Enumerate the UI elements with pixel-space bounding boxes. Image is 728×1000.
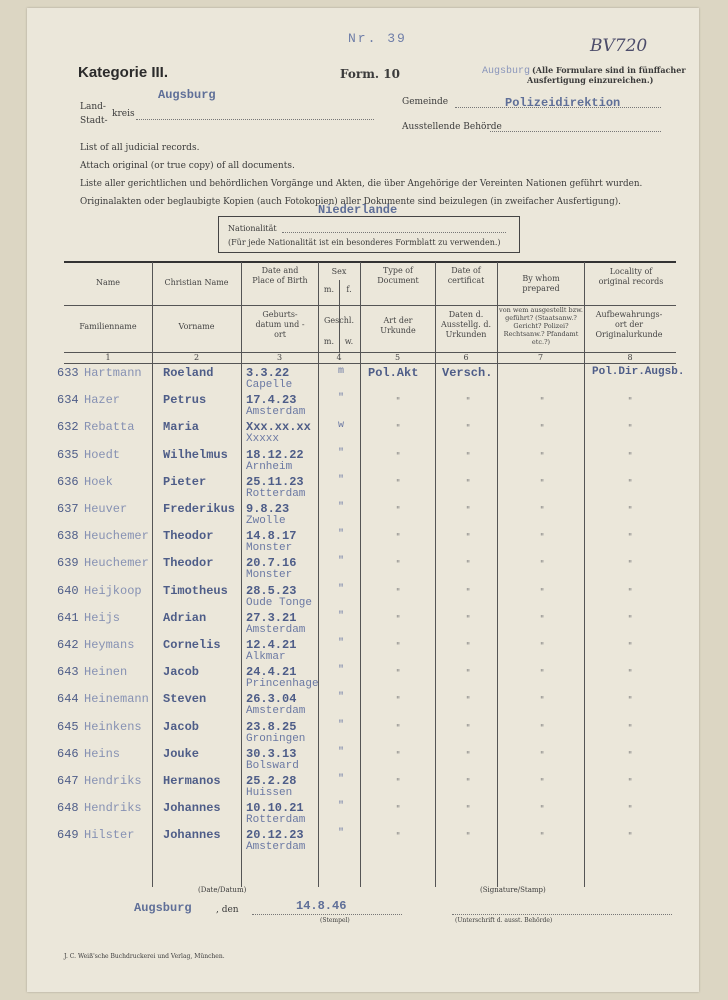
- copies-note-2: Ausfertigung einzureichen.): [527, 75, 654, 85]
- col-num-1: 1: [105, 353, 111, 362]
- ditto-mark: ": [628, 832, 633, 843]
- col-type-de: Art der Urkunde: [380, 316, 416, 335]
- row-sex: ": [338, 556, 345, 568]
- col-sex-de: Geschl.: [324, 316, 354, 325]
- ditto-mark: ": [628, 533, 633, 544]
- handwritten-code: BV720: [590, 36, 648, 56]
- col-num-6: 6: [463, 353, 469, 362]
- row-sex: ": [338, 447, 345, 459]
- ditto-mark: ": [540, 805, 545, 816]
- ditto-mark: ": [540, 478, 545, 489]
- row-number: 644: [57, 692, 79, 707]
- col-date-en: Date of certificat: [447, 266, 485, 285]
- table-row: [0, 529, 728, 556]
- table-row: [0, 448, 728, 475]
- row-family-name: Heinemann: [84, 692, 149, 707]
- row-birth-place: Capelle: [246, 379, 293, 391]
- ditto-mark: ": [466, 750, 471, 761]
- row-sex: ": [338, 801, 345, 813]
- ditto-mark: ": [396, 696, 401, 707]
- row-first-name: Johannes: [163, 801, 221, 816]
- col-num-2: 2: [193, 353, 200, 362]
- table-row: [0, 420, 728, 447]
- row-family-name: Heijs: [84, 610, 121, 625]
- row-sex: ": [338, 828, 345, 840]
- row-number: 643: [57, 665, 79, 680]
- row-birth-place: Monster: [246, 542, 293, 555]
- footer-place: Augsburg: [134, 901, 192, 915]
- table-row: [0, 366, 728, 393]
- kreis-value: Augsburg: [158, 88, 216, 102]
- land-label: Land-: [80, 102, 106, 112]
- row-first-name: Adrian: [163, 610, 207, 625]
- row-sex: ": [338, 746, 345, 758]
- row-birth-place: Zwolle: [246, 515, 286, 527]
- row-birth-place: Oude Tonge: [246, 596, 313, 609]
- row-sex: w: [338, 420, 345, 432]
- row-birth-place: Bolsward: [246, 759, 299, 772]
- ditto-mark: ": [396, 642, 401, 652]
- ditto-mark: ": [628, 614, 633, 625]
- table-row: [0, 475, 728, 502]
- row-birth-date: 25.11.23: [246, 474, 304, 489]
- row-birth-date: 3.3.22: [246, 366, 290, 380]
- ditto-mark: ": [396, 805, 401, 816]
- row-number: 634: [57, 393, 79, 408]
- row-family-name: Heinen: [84, 665, 128, 680]
- row-family-name: Heinkens: [84, 719, 142, 734]
- ditto-mark: ": [466, 805, 471, 816]
- row-sex: ": [338, 665, 345, 677]
- col-sex-de-w: w.: [344, 337, 354, 346]
- row-family-name: Heuchemer: [84, 529, 149, 544]
- col-num-3: 3: [276, 353, 283, 362]
- row-birth-date: 28.5.23: [246, 583, 297, 598]
- ditto-mark: ": [396, 723, 401, 734]
- first-doc-type: Pol.Akt: [368, 366, 419, 380]
- row-sex: ": [338, 774, 345, 785]
- stamp-number: Nr. 39: [348, 31, 407, 46]
- nationality-box: [218, 216, 520, 253]
- ditto-mark: ": [540, 533, 545, 544]
- row-first-name: Hermanos: [163, 774, 221, 788]
- col-sex-f: f.: [346, 285, 352, 294]
- ditto-mark: ": [540, 696, 545, 707]
- ditto-mark: ": [628, 642, 633, 652]
- col-sex-de-m: m.: [323, 337, 335, 346]
- category-title: Kategorie III.: [78, 64, 169, 81]
- ditto-mark: ": [396, 778, 401, 788]
- row-birth-date: 10.10.21: [246, 801, 304, 816]
- row-number: 633: [57, 366, 79, 380]
- first-doc-date: Versch.: [442, 366, 493, 380]
- row-birth-place: Xxxxx: [246, 433, 280, 446]
- ditto-mark: ": [466, 614, 471, 625]
- kreis-label: kreis: [112, 109, 135, 119]
- row-number: 648: [57, 801, 79, 816]
- col-type-en: Type of Document: [377, 266, 419, 285]
- row-birth-date: 26.3.04: [246, 692, 297, 707]
- col-christian-en: Christian Name: [164, 278, 229, 287]
- row-sex: ": [338, 529, 345, 541]
- ditto-mark: ": [628, 451, 633, 462]
- ditto-mark: ": [628, 778, 633, 788]
- row-number: 637: [57, 502, 79, 516]
- footer-stempel: (Stempel): [320, 917, 350, 924]
- ditto-mark: ": [628, 506, 633, 516]
- ditto-mark: ": [466, 560, 471, 571]
- col-num-8: 8: [627, 353, 633, 362]
- ditto-mark: ": [466, 397, 471, 408]
- row-family-name: Hoedt: [84, 447, 121, 462]
- ditto-mark: ": [628, 750, 633, 761]
- col-whom-en: By whom prepared: [522, 274, 560, 293]
- ditto-mark: ": [540, 750, 545, 761]
- row-birth-place: Amsterdam: [246, 841, 306, 854]
- ditto-mark: ": [540, 642, 545, 652]
- row-birth-place: Arnheim: [246, 460, 293, 473]
- row-first-name: Maria: [163, 420, 200, 435]
- table-row: [0, 556, 728, 583]
- row-family-name: Hendriks: [84, 801, 142, 816]
- ditto-mark: ": [628, 723, 633, 734]
- col-name-de: Familienname: [79, 322, 137, 331]
- footer-den: , den: [216, 905, 239, 915]
- footer-unterschrift: (Unterschrift d. ausst. Behörde): [455, 917, 553, 924]
- ditto-mark: ": [540, 560, 545, 571]
- footer-signature-label: (Signature/Stamp): [480, 886, 546, 894]
- table-row: [0, 502, 728, 529]
- ditto-mark: ": [466, 832, 471, 843]
- ditto-mark: ": [628, 696, 633, 707]
- ditto-mark: ": [540, 669, 545, 680]
- ditto-mark: ": [396, 506, 401, 516]
- row-first-name: Pieter: [163, 474, 207, 489]
- row-number: 638: [57, 529, 79, 544]
- row-family-name: Hoek: [84, 474, 113, 489]
- table-row: [0, 692, 728, 719]
- row-number: 636: [57, 474, 79, 489]
- col-num-4: 4: [336, 353, 342, 362]
- ditto-mark: ": [466, 723, 471, 734]
- row-first-name: Jacob: [163, 665, 200, 680]
- instruction-4: Originalakten oder beglaubigte Kopien (auch Fotokopien) aller Dokumente sind beizulegen (in zweifacher Ausfertigung).: [80, 197, 621, 207]
- col-birth-de: Geburts- datum und -ort: [255, 310, 305, 339]
- ditto-mark: ": [396, 669, 401, 680]
- row-birth-place: Amsterdam: [246, 623, 306, 636]
- ditto-mark: ": [466, 778, 471, 788]
- col-num-7: 7: [537, 353, 544, 362]
- ditto-mark: ": [466, 478, 471, 489]
- row-first-name: Timotheus: [163, 583, 228, 598]
- row-family-name: Heymans: [84, 638, 135, 652]
- table-row: [0, 393, 728, 420]
- row-sex: ": [338, 502, 345, 513]
- row-sex: ": [338, 393, 345, 405]
- instruction-3: Liste aller gerichtlichen und behördlichen Vorgänge und Akten, die über Angehörige der Vereinten Nationen geführt wurden.: [80, 179, 643, 189]
- row-first-name: Steven: [163, 692, 207, 707]
- row-birth-date: 20.12.23: [246, 828, 304, 843]
- ditto-mark: ": [628, 478, 633, 489]
- table-row: [0, 747, 728, 774]
- ditto-mark: ": [396, 750, 401, 761]
- table-row: [0, 720, 728, 747]
- ditto-mark: ": [466, 533, 471, 544]
- ditto-mark: ": [628, 587, 633, 598]
- ditto-mark: ": [396, 560, 401, 571]
- row-first-name: Theodor: [163, 556, 214, 571]
- row-birth-date: Xxx.xx.xx: [246, 420, 311, 435]
- row-number: 646: [57, 746, 79, 761]
- ditto-mark: ": [466, 424, 471, 435]
- row-birth-date: 18.12.22: [246, 447, 304, 462]
- row-sex: ": [338, 692, 345, 704]
- row-first-name: Cornelis: [163, 638, 221, 652]
- row-birth-place: Huissen: [246, 787, 293, 799]
- row-birth-place: Monster: [246, 569, 293, 582]
- ditto-mark: ": [628, 397, 633, 408]
- row-birth-date: 30.3.13: [246, 746, 297, 761]
- ditto-mark: ": [396, 424, 401, 435]
- row-family-name: Heuver: [84, 502, 128, 516]
- ditto-mark: ": [628, 424, 633, 435]
- row-sex: ": [338, 719, 345, 731]
- ditto-mark: ": [540, 723, 545, 734]
- row-number: 632: [57, 420, 79, 435]
- row-first-name: Jouke: [163, 746, 200, 761]
- ditto-mark: ": [628, 560, 633, 571]
- col-name-en: Name: [95, 278, 121, 287]
- row-first-name: Petrus: [163, 393, 207, 408]
- row-sex: m: [338, 366, 345, 377]
- row-first-name: Johannes: [163, 828, 221, 843]
- row-number: 649: [57, 828, 79, 843]
- nationality-note: (Für jede Nationalität ist ein besonderes Formblatt zu verwenden.): [228, 238, 501, 247]
- behoerde-label: Ausstellende Behörde: [402, 122, 502, 132]
- footer-date-label: (Date/Datum): [198, 886, 247, 894]
- row-family-name: Hilster: [84, 828, 135, 843]
- row-birth-place: Amsterdam: [246, 406, 306, 419]
- table-row: [0, 665, 728, 692]
- row-sex: ": [338, 610, 345, 622]
- ditto-mark: ": [466, 506, 471, 516]
- row-birth-place: Amsterdam: [246, 705, 306, 718]
- ditto-mark: ": [540, 832, 545, 843]
- ditto-mark: ": [396, 397, 401, 408]
- row-birth-date: 23.8.25: [246, 719, 297, 734]
- ditto-mark: ": [396, 587, 401, 598]
- row-first-name: Jacob: [163, 719, 200, 734]
- row-birth-date: 25.2.28: [246, 774, 297, 788]
- row-first-name: Theodor: [163, 529, 214, 544]
- nationality-value: Niederlande: [318, 203, 398, 217]
- row-birth-place: Groningen: [246, 732, 306, 745]
- row-number: 647: [57, 774, 79, 788]
- row-family-name: Heins: [84, 746, 121, 761]
- row-number: 635: [57, 447, 79, 462]
- col-sex-en: Sex: [331, 267, 347, 276]
- gemeinde-value: Polizeidirektion: [505, 96, 621, 110]
- row-number: 642: [57, 638, 79, 652]
- row-birth-date: 20.7.16: [246, 556, 297, 571]
- ditto-mark: ": [396, 451, 401, 462]
- row-number: 645: [57, 719, 79, 734]
- ditto-mark: ": [466, 587, 471, 598]
- ditto-mark: ": [540, 451, 545, 462]
- footer-date: 14.8.46: [296, 899, 347, 913]
- table-row: [0, 801, 728, 828]
- row-first-name: Wilhelmus: [163, 447, 228, 462]
- ditto-mark: ": [540, 424, 545, 435]
- row-family-name: Rebatta: [84, 420, 135, 435]
- row-birth-place: Rotterdam: [246, 487, 306, 500]
- instruction-2: Attach original (or true copy) of all documents.: [80, 161, 295, 171]
- row-birth-date: 9.8.23: [246, 502, 290, 516]
- ditto-mark: ": [466, 642, 471, 652]
- row-number: 639: [57, 556, 79, 571]
- col-date-de: Daten d. Ausstellg. d. Urkunden: [440, 310, 492, 339]
- row-birth-date: 12.4.21: [246, 638, 297, 652]
- table-row: [0, 611, 728, 638]
- col-num-5: 5: [394, 353, 401, 362]
- ditto-mark: ": [466, 696, 471, 707]
- nationality-label: Nationalität: [228, 224, 277, 233]
- ditto-mark: ": [396, 614, 401, 625]
- instruction-1: List of all judicial records.: [80, 143, 200, 153]
- col-locality-en: Locality of original records: [598, 267, 664, 286]
- table-row: [0, 828, 728, 855]
- ditto-mark: ": [466, 451, 471, 462]
- ditto-mark: ": [540, 614, 545, 625]
- row-family-name: Hendriks: [84, 774, 142, 788]
- ditto-mark: ": [396, 832, 401, 843]
- col-christian-de: Vorname: [178, 322, 215, 331]
- row-number: 641: [57, 610, 79, 625]
- row-birth-date: 27.3.21: [246, 610, 297, 625]
- row-family-name: Hazer: [84, 393, 121, 408]
- ditto-mark: ": [540, 397, 545, 408]
- row-birth-date: 17.4.23: [246, 393, 297, 408]
- ditto-mark: ": [540, 506, 545, 516]
- row-family-name: Hartmann: [84, 366, 142, 380]
- form-number: Form. 10: [340, 67, 400, 81]
- first-doc-locality: Pol.Dir.Augsb.: [592, 366, 685, 378]
- stadt-label: Stadt-: [80, 116, 108, 126]
- row-birth-place: Rotterdam: [246, 814, 306, 827]
- col-birth-en: Date and Place of Birth: [252, 266, 308, 285]
- table-row: [0, 638, 728, 665]
- ditto-mark: ": [628, 805, 633, 816]
- row-first-name: Roeland: [163, 366, 214, 380]
- row-first-name: Frederikus: [163, 502, 236, 516]
- row-sex: ": [338, 474, 345, 486]
- ditto-mark: ": [396, 533, 401, 544]
- ditto-mark: ": [540, 587, 545, 598]
- col-whom-de: von wem ausgestellt bzw. geführt? (Staatsanw.? Gericht? Polizei? Rechtsanw.? Pfandamt etc.?): [499, 306, 583, 346]
- ditto-mark: ": [540, 778, 545, 788]
- table-row: [0, 774, 728, 801]
- overtyped-note: Augsburg: [482, 66, 531, 77]
- ditto-mark: ": [628, 669, 633, 680]
- row-number: 640: [57, 583, 79, 598]
- row-sex: ": [338, 638, 345, 649]
- gemeinde-label: Gemeinde: [402, 97, 449, 107]
- ditto-mark: ": [396, 478, 401, 489]
- row-birth-place: Alkmar: [246, 651, 286, 663]
- row-sex: ": [338, 583, 345, 595]
- footer-printer: J. C. Weiß'sche Buchdruckerei und Verlag, München.: [64, 953, 225, 960]
- table-row: [0, 584, 728, 611]
- copies-note-1: (Alle Formulare sind in fünffacher: [532, 65, 686, 75]
- ditto-mark: ": [466, 669, 471, 680]
- col-locality-de: Aufbewahrungs- ort der Originalurkunde: [595, 310, 663, 339]
- row-family-name: Heuchemer: [84, 556, 149, 571]
- row-birth-date: 14.8.17: [246, 529, 297, 544]
- col-sex-m: m.: [323, 285, 335, 294]
- row-birth-date: 24.4.21: [246, 665, 297, 680]
- row-birth-place: Princenhage: [246, 678, 319, 691]
- row-family-name: Heijkoop: [84, 583, 142, 598]
